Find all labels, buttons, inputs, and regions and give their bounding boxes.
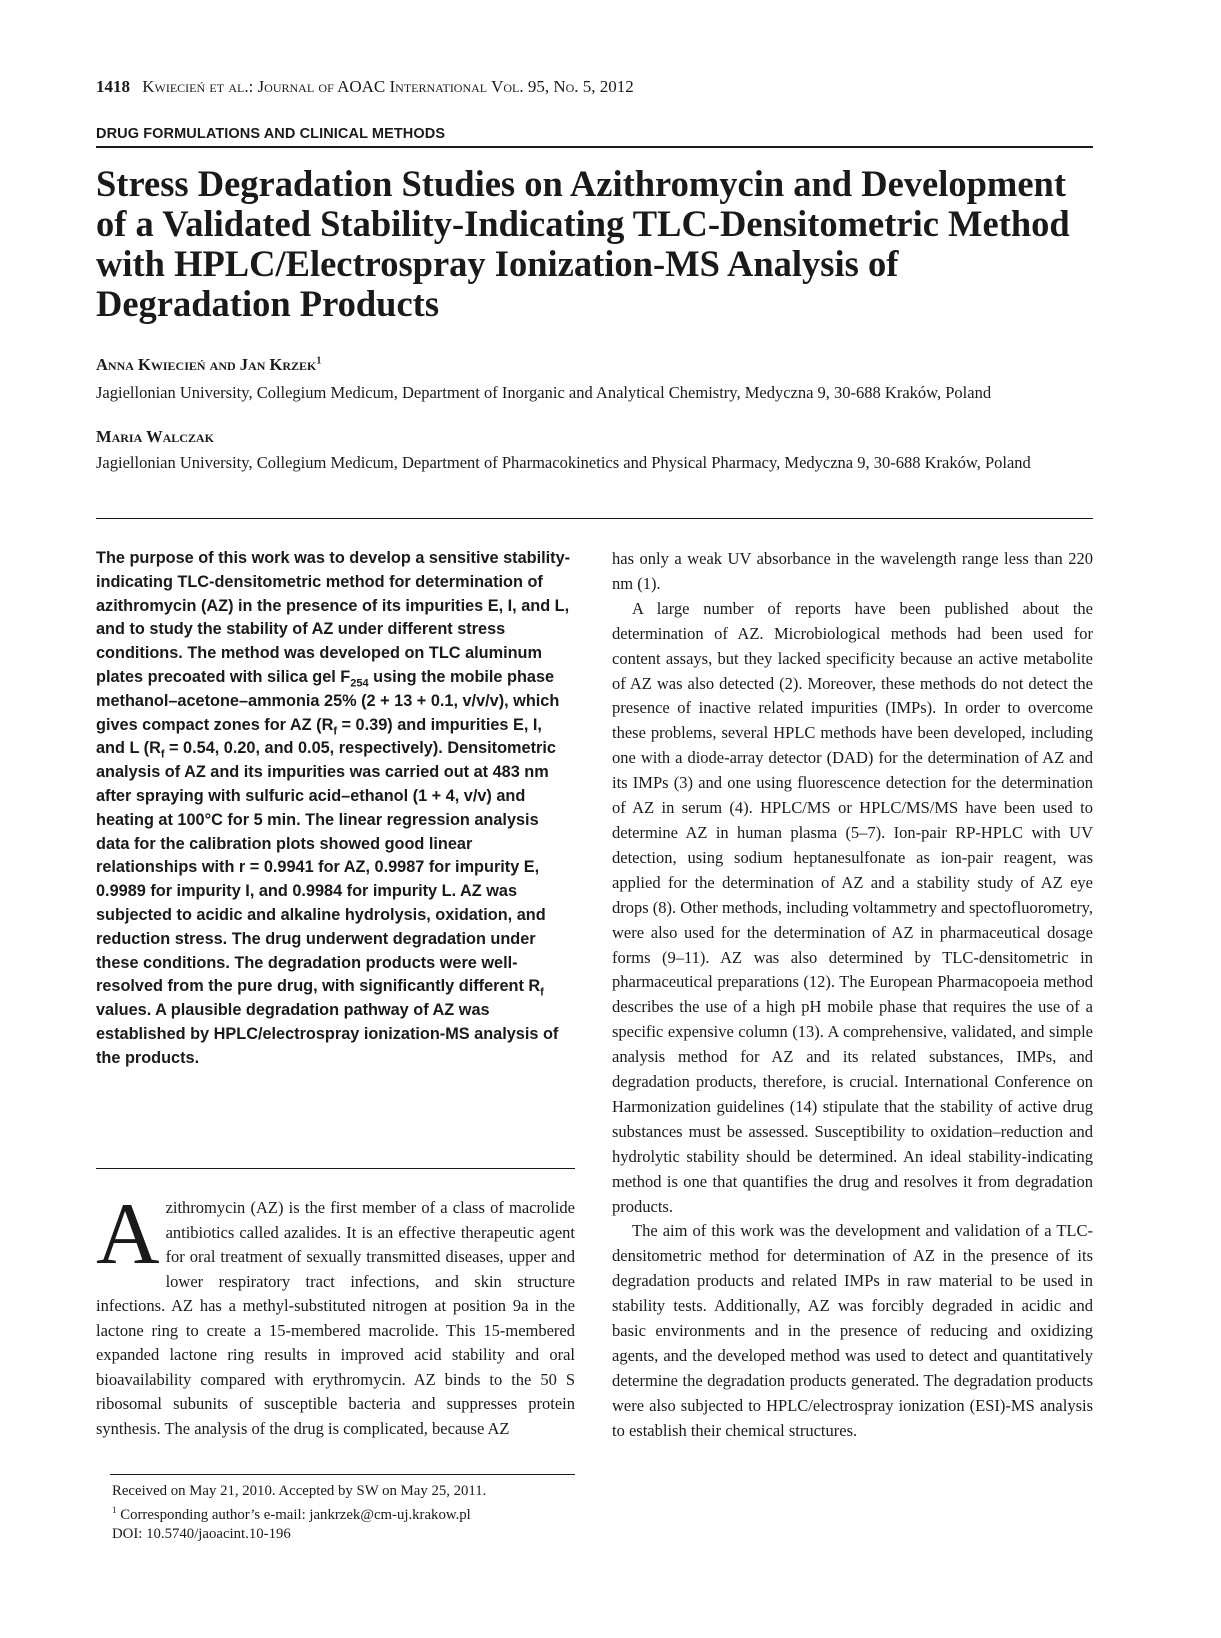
author-footnote-marker: 1 bbox=[316, 355, 322, 367]
footnotes bbox=[112, 1482, 582, 1544]
received-note: Received on May 21, 2010. Accepted by SW on May 25, 2011. bbox=[112, 1483, 487, 1499]
author-names-1: Anna Kwiecień and Jan Krzek bbox=[96, 355, 317, 374]
drop-cap: A bbox=[96, 1186, 160, 1283]
abstract-divider bbox=[96, 1168, 575, 1169]
doi-note: DOI: 10.5740/jaoacint.10-196 bbox=[112, 1525, 291, 1542]
intro-paragraph: Azithromycin (AZ) is the first member of a class of macrolide antibiotics called azalides. It is an effective therapeutic agent for oral treatment of sexually transmitted diseases, upper and lower respiratory tract infections, and skin structure infections. AZ has a methyl-substituted nitrogen at position 9a in the lactone ring to create a 15-membered macrolide. This 15-membered expanded lactone ring results in improved acid stability and oral bioavailability compared with erythromycin. AZ binds to the 50 S ribosomal subunits of susceptible bacteria and suppresses protein synthesis. The analysis of the drug is complicated, because AZ bbox=[96, 1186, 575, 1438]
page-number: 1418 bbox=[96, 77, 130, 96]
affiliation-1: Jagiellonian University, Collegium Medicum, Department of Inorganic and Analytical Chemistry, Medyczna 9, 30-688 Kraków, Poland bbox=[96, 383, 992, 402]
body-paragraph-1: has only a weak UV absorbance in the wavelength range less than 220 nm (1). bbox=[612, 549, 1093, 593]
footnote-divider bbox=[110, 1474, 575, 1475]
running-header bbox=[96, 77, 634, 97]
author-line-1 bbox=[96, 355, 321, 375]
running-head: Kwiecień et al.: Journal of AOAC International Vol. 95, No. 5, 2012 bbox=[142, 77, 634, 96]
right-column bbox=[612, 547, 1093, 1444]
body-paragraph-2: A large number of reports have been published about the determination of AZ. Microbiological methods had been used for content assays, but they lacked specificity because an active metabolite of AZ was also detected (2). Moreover, these methods do not detect the presence of inactive related impurities (IMPs). In order to overcome these problems, several HPLC methods have been developed, including one with a diode-array detector (DAD) for the determination of AZ and its IMPs (3) and one using fluorescence detection for the determination of AZ in serum (4). HPLC/MS or HPLC/MS/MS have been used to determine AZ in human plasma (5–7). Ion-pair RP-HPLC with UV detection, using sodium heptanesulfonate as ion-pair reagent, was applied for the determination of AZ and a stability study of AZ eye drops (8). Other methods, including voltammetry and spectofluorometry, were also used for the determination of AZ in pharmaceutical dosage forms (9–11). AZ was also determined by TLC-densitometric in pharmaceutical preparations (12). The European Pharmacopoeia method describes the use of a high pH mobile phase that requires the use of a specific expensive column (13). A comprehensive, validated, and simple analysis method for AZ and its related substances, IMPs, and degradation products, therefore, is crucial. International Conference on Harmonization guidelines (14) stipulate that the stability of active drug substances must be assessed. Susceptibility to oxidation–reduction and hydrolytic stability should be determined. An ideal stability-indicating method is one that quantifies the drug and resolves it from degradation products. bbox=[612, 598, 1093, 1216]
section-label: DRUG FORMULATIONS AND CLINICAL METHODS bbox=[96, 126, 446, 142]
header-divider bbox=[96, 518, 1093, 519]
author-line-2 bbox=[96, 427, 214, 447]
article-title: Stress Degradation Studies on Azithromycin and Development of a Validated Stability-Indicating TLC-Densitometric Method with HPLC/Electrospray Ionization-MS Analysis of Degradation Products bbox=[96, 163, 1070, 324]
corresponding-note: $^1$ Corresponding author’s e-mail: jankrzek@cm-uj.krakow.pl bbox=[112, 1505, 471, 1523]
author-names-2: Maria Walczak bbox=[96, 427, 214, 446]
section-rule bbox=[96, 146, 1093, 148]
abstract: The purpose of this work was to develop a sensitive stability-indicating TLC-densitometric method for determination of azithromycin (AZ) in the presence of its impurities E, I, and L, and to study the stability of AZ under different stress conditions. The method was developed on TLC aluminum plates precoated with silica gel $F_{254}$ using the mobile phase methanol–acetone–ammonia 25% (2 + 13 + 0.1, v/v/v), which gives compact zones for AZ $(R_f = 0.39)$ and impurities E, I, and L ($R_f = 0.54$, 0.20, and 0.05, respectively). Densitometric analysis of AZ and its impurities was carried out at 483 nm after spraying with sulfuric acid–ethanol (1 + 4, v/v) and heating at 100°C for 5 min. The linear regression analysis data for the calibration plots showed good linear relationships with r = 0.9941 for AZ, 0.9987 for impurity E, 0.9989 for impurity I, and 0.9984 for impurity L. AZ was subjected to acidic and alkaline hydrolysis, oxidation, and reduction stress. The drug underwent degradation under these conditions. The degradation products were well-resolved from the pure drug, with significantly different $R_f$ values. A plausible degradation pathway of AZ was established by HPLC/electrospray ionization-MS analysis of the products. bbox=[96, 549, 571, 1067]
body-paragraph-3: The aim of this work was the development and validation of a TLC-densitometric method for determination of AZ in the presence of its degradation products and related IMPs in raw material to be used in stability tests. Additionally, AZ was forcibly degraded in acidic and basic environments and in the presence of reducing and oxidizing agents, and the developed method was used to detect and quantitatively determine the degradation products generated. The degradation products were also subjected to HPLC/electrospray ionization (ESI)-MS analysis to establish their chemical structures. bbox=[612, 1221, 1093, 1440]
affiliation-2: Jagiellonian University, Collegium Medicum, Department of Pharmacokinetics and Physical Pharmacy, Medyczna 9, 30-688 Kraków, Poland bbox=[96, 453, 1031, 472]
